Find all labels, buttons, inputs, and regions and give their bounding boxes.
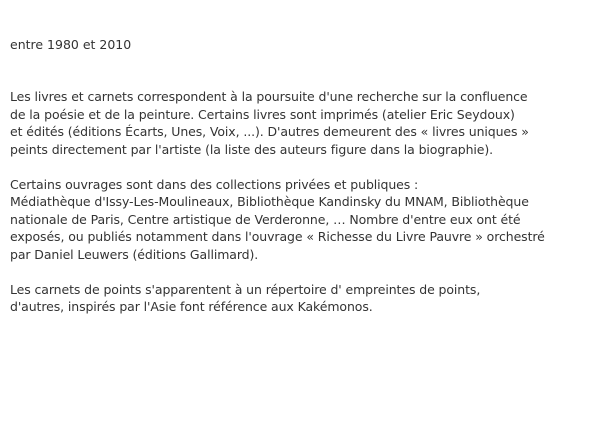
text-line: Les carnets de points s'apparentent à un répertoire d' empreintes de points,	[10, 281, 481, 297]
text-line: Les livres et carnets correspondent à la poursuite d'une recherche sur la confluence	[10, 89, 528, 104]
text-line: peints directement par l'artiste (la liste des auteurs figure dans la biographie).	[10, 141, 494, 157]
paragraph-books-and-notebooks	[10, 88, 595, 158]
text-line: nationale de Paris, Centre artistique de Verderonne, … Nombre d'entre eux ont été	[10, 211, 521, 227]
text-line: par Daniel Leuwers (éditions Gallimard).	[10, 246, 259, 262]
text-line: et édités (éditions Écarts, Unes, Voix, ...). D'autres demeurent des « livres uniques »	[10, 124, 529, 139]
text-line: Certains ouvrages sont dans des collections privées et publiques :	[10, 176, 419, 192]
text-line: de la poésie et de la peinture. Certains livres sont imprimés (atelier Eric Seydoux)	[10, 106, 515, 122]
text-line: exposés, ou publiés notamment dans l'ouvrage « Richesse du Livre Pauvre » orchestré	[10, 229, 545, 244]
body-text	[10, 88, 595, 333]
paragraph-notebooks-of-points	[10, 281, 595, 316]
paragraph-collections	[10, 176, 595, 264]
text-line: Médiathèque d'Issy-Les-Moulineaux, Bibliothèque Kandinsky du MNAM, Bibliothèque	[10, 194, 529, 209]
period-subtitle: entre 1980 et 2010	[10, 37, 132, 52]
text-line: d'autres, inspirés par l'Asie font référence aux Kakémonos.	[10, 299, 373, 314]
